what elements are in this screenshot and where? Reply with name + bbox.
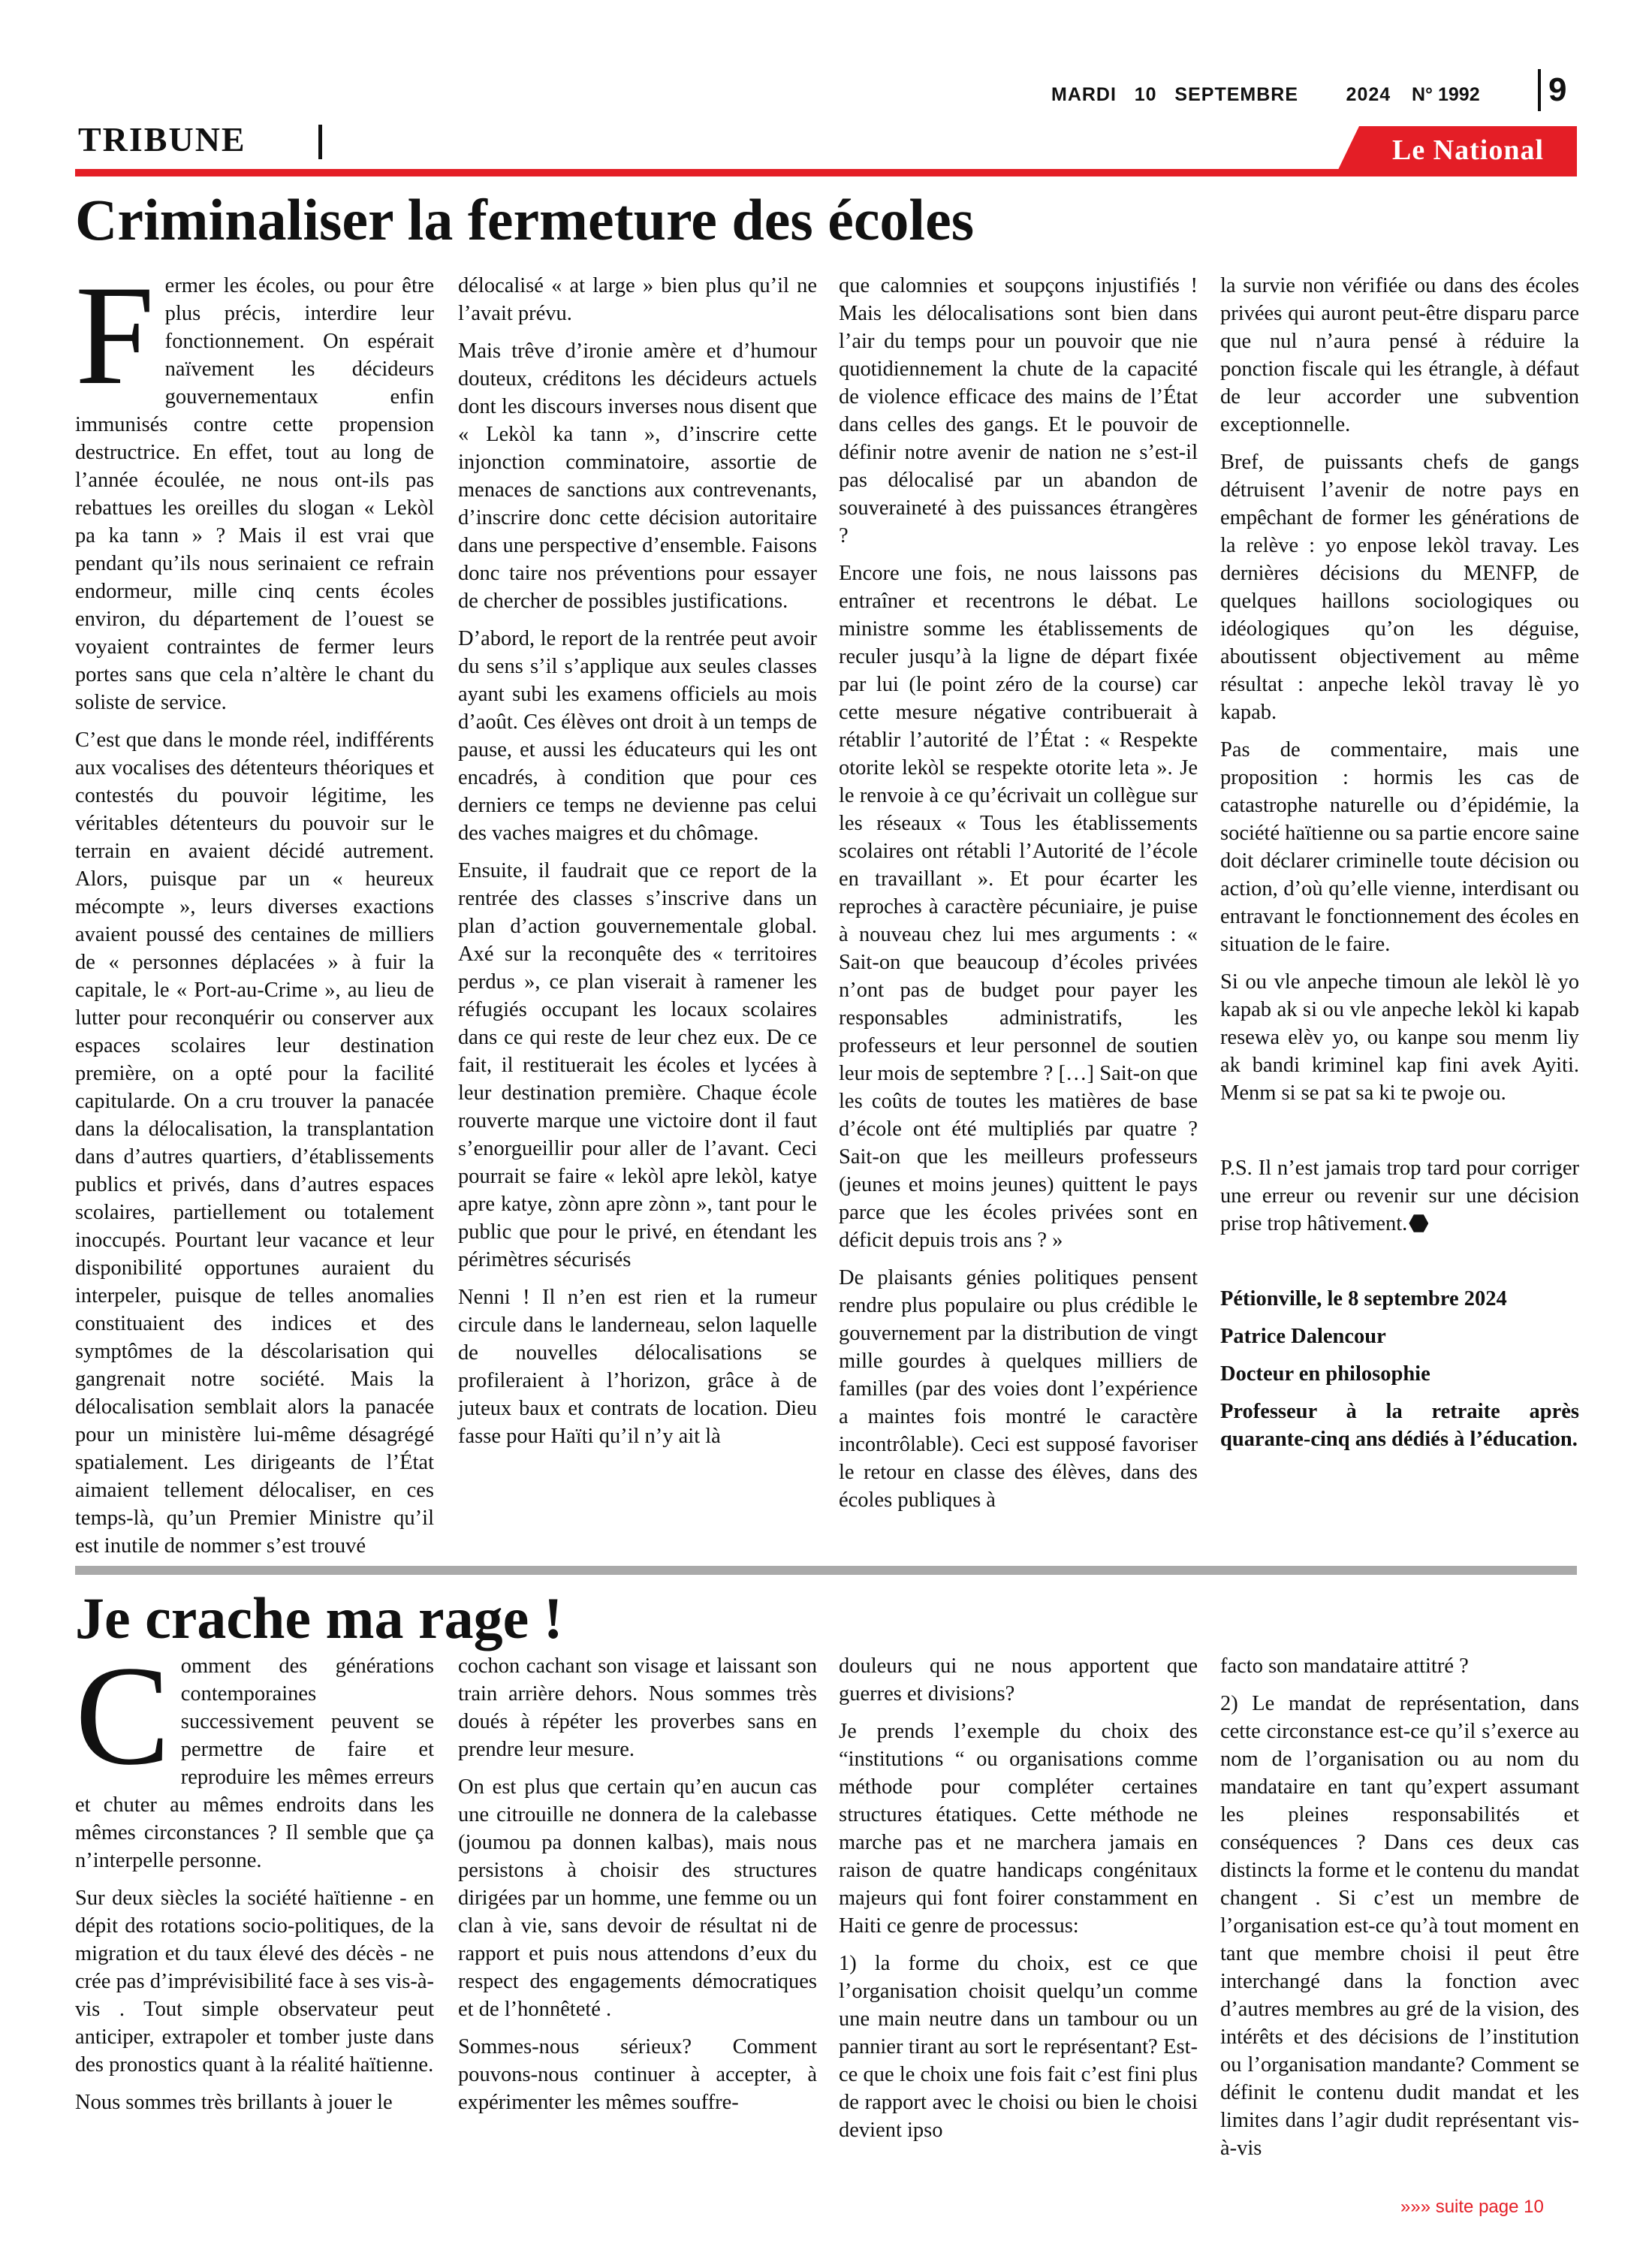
postscript-text: P.S. Il n’est jamais trop tard pour corriger une erreur ou revenir sur une décision prise trop hâtivement.	[1220, 1157, 1579, 1235]
article-2-column-2	[458, 1652, 817, 2193]
article-1-column-1	[75, 257, 434, 1558]
paragraph: D’abord, le report de la rentrée peut avoir du sens s’il s’applique aux seules classes ayant subi les examens officiels au mois d’août. Ces élèves ont droit à un temps de pause, et aussi les éducateurs qui les ont encadrés, à condition que pour ces derniers ce temps ne devienne pas celui des vaches maigres et du chômage.	[458, 627, 817, 845]
paragraph: cochon cachant son visage et laissant son train arrière dehors. Nous sommes très doués à répéter les proverbes sans en prendre leur mesure.	[458, 1654, 817, 1761]
postscript	[1220, 1154, 1579, 1238]
paragraph: On est plus que certain qu’en aucun cas une citrouille ne donnera de la calebasse (joumou pa donnen kalbas), mais nous persistons à choisir des structures dirigées par un homme, une femme ou un clan à vie, sans devoir de résultat ni de rapport et puis nous attendons d’eux du respect des engagements démocratiques et de l’honnêteté .	[458, 1775, 817, 2021]
page-number-divider	[1538, 69, 1541, 111]
article-separator	[75, 1566, 1577, 1575]
article-2-column-1	[75, 1637, 434, 2193]
paragraph: Bref, de puissants chefs de gangs détruisent l’avenir de notre pays en empêchant de former les générations de la relève : yo enpose lekòl travay. Les dernières décisions du MENFP, de quelques haillons sociologiques ou idéologiques qu’on les déguise, aboutissent objectivement au même résultat : anpeche lekòl travay lè yo kapab.	[1220, 451, 1579, 724]
issue-number: N° 1992	[1412, 84, 1480, 105]
paragraph: Encore une fois, ne nous laissons pas entraîner et recentrons le débat. Le ministre somme les établissements de reculer jusqu’à la ligne de départ fixée par lui (le point zéro de la course) car cette mesure négative contribuerait à rétablir l’autorité de l’État : « Respekte otorite lekòl se respekte otorite leta ». Je le renvoie à ce qu’écrivait un collègue sur les réseaux « Tous les établissements scolaires ont rétabli l’Autorité de l’école en travaillant ». Et pour écarter les reproches à caractère pécuniaire, je puise à nouveau chez lui mes arguments : « Sait-on que beaucoup d’écoles privées n’ont pas de budget pour payer les responsables administratifs, les professeurs et leur personnel de soutien leur mois de septembre ? […] Sait-on que les coûts de toutes les matières de base d’école ont été multipliés par quatre ? Sait-on que les meilleurs professeurs (jeunes et moins jeunes) quittent le pays parce que les écoles privées sont en déficit depuis trois ans ? »	[839, 562, 1198, 1252]
paragraph: délocalisé « at large » bien plus qu’il ne l’avait prévu.	[458, 274, 817, 325]
paragraph: Nenni ! Il n’en est rien et la rumeur circule dans le landerneau, selon laquelle de nouvelles délocalisations se profileraient à l’horizon, grâce à de juteux baux et contrats de location. Dieu fasse pour Haïti qu’il n’y ait là	[458, 1286, 817, 1448]
paragraph: Pas de commentaire, mais une proposition : hormis les cas de catastrophe naturelle ou d’épidémie, la société haïtienne ou sa partie encore saine doit déclarer criminelle toute décision ou action, d’où qu’elle vienne, interdisant ou entravant le fonctionnement des écoles en situation de le faire.	[1220, 738, 1579, 956]
paragraph: Si ou vle anpeche timoun ale lekòl lè yo kapab ak si ou vle anpeche lekòl ki kapab resewa elèv yo, ou kanpe sou menm liy ak bandi kriminel kap fini avek Ayiti. Menm si se pat sa ki te pwoje ou.	[1220, 970, 1579, 1105]
paragraph: Mais trêve d’ironie amère et d’humour douteux, créditons les décideurs actuels dont les discours inverses nous disent que « Lekòl ka tann », d’inscrire cette injonction comminatoire, assortie de menaces de sanctions aux contrevenants, d’inscrire donc cette décision autoritaire dans une perspective d’ensemble. Faisons donc taire nos préventions pour essayer de chercher de possibles justifications.	[458, 339, 817, 613]
article-1-column-3	[839, 272, 1198, 1545]
paragraph: Sur deux siècles la société haïtienne - en dépit des rotations socio-politiques, de la migration et du taux élevé des décès - ne crée pas d’imprévisibilité face à ses vis-à-vis . Tout simple observateur peut anticiper, extrapoler et tomber juste dans des pronostics quant à la réalité haïtienne.	[75, 1887, 434, 2077]
hexagon-end-mark-icon	[1409, 1214, 1428, 1233]
paragraph: Je prends l’exemple du choix des “institutions “ ou organisations comme méthode pour compléter certaines structures étatiques. Cette méthode ne marche pas et ne marchera jamais en raison de quatre handicaps congénitaux majeurs qui font foirer constamment en Haiti ce genre de processus:	[839, 1720, 1198, 1938]
signature-author: Patrice Dalencour	[1220, 1325, 1386, 1348]
article-2-column-4	[1220, 1652, 1579, 2193]
paragraph: que calomnies et soupçons injustifiés ! Mais les délocalisations sont bien dans l’air du temps pour un pouvoir que nie quotidiennement la chute de la capacité de violence efficace des mains de l’État dans celles des gangs. Et le pouvoir de définir notre avenir de nation ne s’est-il pas délocalisé par un abandon de souveraineté à des puissances étrangères ?	[839, 274, 1198, 547]
continued-on-page: »»» suite page 10	[1400, 2197, 1544, 2217]
paragraph: Sommes-nous sérieux? Comment pouvons-nous continuer à accepter, à expérimenter les mêmes souffre-	[458, 2035, 817, 2114]
spacer	[1220, 1117, 1579, 1154]
issue-date: MARDI 10 SEPTEMBRE 2024	[1051, 84, 1391, 105]
article-1-column-4	[1220, 272, 1579, 1545]
article-1-title: Criminaliser la fermeture des écoles	[75, 187, 975, 252]
article-1-drop-cap: F	[75, 257, 155, 415]
paragraph: De plaisants génies politiques pensent rendre plus populaire ou plus crédible le gouvernement par la distribution de vingt mille gourdes à quelques milliers de familles (par des voies dont l’expérience a maintes fois montré le caractère incontrôlable). Ceci est supposé favoriser le retour en classe des élèves, dans des écoles publiques à	[839, 1266, 1198, 1512]
paragraph: Nous sommes très brillants à jouer le	[75, 2091, 393, 2114]
signature-title: Professeur à la retraite après quarante-cinq ans dédiés à l’éducation.	[1220, 1400, 1579, 1451]
paragraph: douleurs qui ne nous apportent que guerres et divisions?	[839, 1654, 1198, 1706]
section-divider	[318, 125, 322, 159]
page-number: 9	[1548, 71, 1567, 108]
article-2-column-3	[839, 1652, 1198, 2193]
spacer	[1220, 1247, 1579, 1285]
header-rule	[75, 169, 1577, 176]
paragraph: Ensuite, il faudrait que ce report de la rentrée des classes s’inscrive dans un plan d’action gouvernementale global. Axé sur la reconquête des « territoires perdus », ce plan viserait à ramener les réfugiés occupant les locaux scolaires dans ce qui reste de leur chez eux. De ce fait, il restituerait les écoles et lycées à leur destination première. Chaque école rouverte marque une victoire dont il faut s’enorgueillir pour aller de l’avant. Ceci pourrait se faire « lekòl apre lekòl, katye apre katye, zònn apre zònn », tant pour le public que pour le privé, en étendant les périmètres sécurisés	[458, 859, 817, 1271]
article-2-drop-cap: C	[75, 1637, 170, 1795]
paragraph: ermer les écoles, ou pour être plus précis, interdire leur fonctionnement. On espérait naïvement les décideurs gouvernementaux enfin immunisés contre cette propension destructrice. En effet, tout au long de l’année écoulée, ne nous ont-ils pas rebattues les oreilles du slogan « Lekòl pa ka tann » ? Mais il est vrai que pendant qu’ils nous serinaient ce refrain endormeur, mille cinq cents écoles environ, du département de l’ouest se voyaient contraintes de fermer leurs portes sans que cela n’altère le chant du soliste de service.	[75, 274, 434, 714]
article-1-column-2	[458, 272, 817, 1545]
brand-name: Le National	[1391, 134, 1545, 166]
paragraph: C’est que dans le monde réel, indifférents aux vocalises des détenteurs théoriques et contestés du pouvoir légitime, les véritables détenteurs du pouvoir sur le terrain en avaient décidé autrement. Alors, puisque par un « heureux mécompte », leurs diverses exactions avaient poussé des centaines de milliers de « personnes déplacées » à fuir la capitale, le « Port-au-Crime », au lieu de lutter pour reconquérir ou conserver aux espaces scolaires leur destination première, on a opté pour la facilité capitularde. On a cru trouver la panacée dans la délocalisation, la transplantation dans d’autres quartiers, d’établissements publics et privés, dans d’autres espaces scolaires, partiellement ou totalement inoccupés. Pourtant leur vacance et leur disponibilité opportunes auraient du interpeler, puisque de telles anomalies constituaient des indices et des symptômes de la déscolarisation qui gangrenait notre société. Mais la délocalisation semblait alors la panacée pour un ministère lui-même désagrégé spatialement. Les dirigeants de l’État aimaient tellement délocaliser, en ces temps-là, qu’un Premier Ministre qu’il est inutile de nommer s’est trouvé	[75, 728, 434, 1558]
paragraph: facto son mandataire attitré ?	[1220, 1654, 1469, 1678]
section-label: TRIBUNE	[78, 120, 246, 158]
paragraph: 1) la forme du choix, est ce que l’organisation choisit quelqu’un comme une main neutre dans un tambour ou un pannier tirant au sort le représentant? Est-ce que le choix une fois fait c’est fini plus de rapport avec le choisi ou bien le choisi devient ipso	[839, 1952, 1198, 2142]
signature-degree: Docteur en philosophie	[1220, 1362, 1430, 1386]
signature-place-date: Pétionville, le 8 septembre 2024	[1220, 1287, 1507, 1310]
paragraph: omment des générations contemporaines successivement peuvent se permettre de faire et reproduire les mêmes erreurs et chuter au mêmes endroits dans les mêmes circonstances ? Il semble que ça n’interpelle personne.	[75, 1654, 434, 1872]
paragraph: la survie non vérifiée ou dans des écoles privées qui auront peut-être disparu parce que nul n’aura pensé à réduire la ponction fiscale qui les étrangle, à défaut de leur accorder une subvention exceptionnelle.	[1220, 274, 1579, 436]
paragraph: 2) Le mandat de représentation, dans cette circonstance est-ce qu’il s’exerce au nom de l’organisation ou au nom du mandataire en tant qu’expert assumant les pleines responsabilités et conséquences ? Dans ces deux cas distincts la forme et le contenu du mandat changent . Si c’est un membre de l’organisation est-ce qu’à tout moment en tant que membre choisi il peut être interchangé dans la fonction avec d’autres membres au gré de la vision, des intérêts et des décisions de l’institution ou l’organisation mandante? Comment se définit le contenu dudit mandat et les limites dans l’agir dudit représentant vis-à-vis	[1220, 1692, 1579, 2160]
article-2-title: Je crache ma rage !	[75, 1585, 563, 1651]
